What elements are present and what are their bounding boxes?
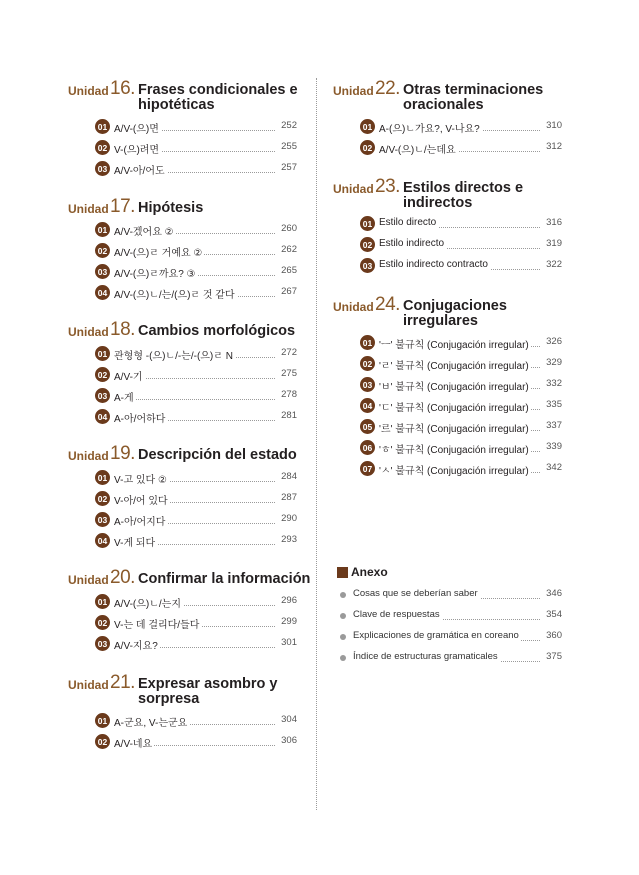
entry-title: A/V-(으)ㄹ까요? ③ [114, 265, 198, 280]
entry-page-number: 278 [275, 389, 297, 400]
entry-page-number: 306 [275, 735, 297, 746]
annex-entry-title: Índice de estructuras gramaticales [353, 651, 498, 662]
column-divider [316, 78, 317, 810]
entry-page-number: 329 [540, 357, 562, 368]
entry-page-number: 316 [540, 217, 562, 228]
entry-page-number: 310 [540, 120, 562, 131]
unit-label: Unidad [333, 84, 374, 98]
entry-number-badge: 01 [360, 119, 375, 134]
toc-entry[interactable] [360, 439, 562, 455]
entry-page-number: 296 [275, 595, 297, 606]
entry-title: A/V-(으)면 [114, 120, 161, 135]
entry-number-badge: 04 [95, 533, 110, 548]
toc-entry[interactable] [360, 460, 562, 476]
unit-label: Unidad [333, 182, 374, 196]
entry-number-badge: 02 [95, 491, 110, 506]
toc-entry[interactable] [360, 334, 562, 350]
unit-label: Unidad [68, 573, 109, 587]
entry-number-badge: 04 [95, 285, 110, 300]
entry-title: 'ㄷ' 불규칙 (Conjugación irregular) [379, 399, 531, 414]
entry-number-badge: 04 [95, 409, 110, 424]
entry-number-badge: 01 [95, 119, 110, 134]
entry-number-badge: 03 [95, 512, 110, 527]
unit-title: hipotéticas [138, 97, 215, 113]
entry-page-number: 275 [275, 368, 297, 379]
entry-page-number: 332 [540, 378, 562, 389]
entry-page-number: 319 [540, 238, 562, 249]
unit-title: Descripción del estado [138, 447, 297, 463]
entry-title: A-아/어지다 [114, 513, 167, 528]
unit-number: 18. [110, 319, 135, 340]
bullet-dot-icon [340, 655, 346, 661]
entry-title: Estilo directo [379, 217, 437, 228]
bullet-dot-icon [340, 634, 346, 640]
entry-page-number: 290 [275, 513, 297, 524]
annex-entry[interactable] [340, 609, 562, 623]
unit-title: sorpresa [138, 691, 200, 707]
entry-number-badge: 01 [95, 713, 110, 728]
entry-title: A/V-겠어요 ② [114, 223, 176, 238]
entry-page-number: 304 [275, 714, 297, 725]
unit-number: 23. [375, 176, 400, 197]
unit-label: Unidad [333, 300, 374, 314]
entry-number-badge: 01 [95, 222, 110, 237]
entry-number-badge: 02 [360, 356, 375, 371]
annex-entry[interactable] [340, 630, 562, 644]
annex-page-number: 354 [540, 609, 562, 620]
entry-page-number: 260 [275, 223, 297, 234]
unit-title: Expresar asombro y [138, 676, 278, 692]
entry-number-badge: 03 [95, 388, 110, 403]
entry-number-badge: 02 [95, 367, 110, 382]
entry-title: V-고 있다 ② [114, 471, 169, 486]
entry-number-badge: 01 [360, 216, 375, 231]
unit-label: Unidad [68, 678, 109, 692]
unit-title: Otras terminaciones [403, 82, 544, 98]
unit-number: 20. [110, 567, 135, 588]
entry-number-badge: 07 [360, 461, 375, 476]
bullet-dot-icon [340, 592, 346, 598]
toc-entry[interactable] [360, 215, 562, 231]
entry-title: 'ㅅ' 불규칙 (Conjugación irregular) [379, 462, 531, 477]
toc-entry[interactable] [360, 355, 562, 371]
entry-page-number: 287 [275, 492, 297, 503]
entry-page-number: 322 [540, 259, 562, 270]
unit-title: Conjugaciones [403, 298, 507, 314]
toc-entry[interactable] [360, 397, 562, 413]
entry-page-number: 293 [275, 534, 297, 545]
unit-title: Frases condicionales e [138, 82, 298, 98]
entry-number-badge: 02 [95, 615, 110, 630]
entry-number-badge: 05 [360, 419, 375, 434]
annex-entry[interactable] [340, 588, 562, 602]
entry-title: V-(으)려면 [114, 141, 161, 156]
unit-title: Estilos directos e [403, 180, 524, 196]
entry-title: 'ㅡ' 불규칙 (Conjugación irregular) [379, 336, 531, 351]
annex-entry-title: Clave de respuestas [353, 609, 440, 620]
unit-title: Cambios morfológicos [138, 323, 296, 339]
entry-title: A/V-(으)ㄴ/는데요 [379, 141, 458, 156]
unit-title: Confirmar la información [138, 571, 311, 587]
entry-number-badge: 03 [95, 161, 110, 176]
unit-number: 21. [110, 672, 135, 693]
unit-title: Hipótesis [138, 200, 204, 216]
unit-title: indirectos [403, 195, 473, 211]
unit-number: 19. [110, 443, 135, 464]
entry-page-number: 339 [540, 441, 562, 452]
entry-page-number: 267 [275, 286, 297, 297]
entry-page-number: 335 [540, 399, 562, 410]
entry-number-badge: 03 [95, 264, 110, 279]
entry-page-number: 262 [275, 244, 297, 255]
entry-title: A/V-(으)ㄴ/는/(으)ㄹ 것 같다 [114, 286, 237, 301]
unit-label: Unidad [68, 202, 109, 216]
entry-page-number: 265 [275, 265, 297, 276]
entry-number-badge: 06 [360, 440, 375, 455]
entry-title: Estilo indirecto contracto [379, 259, 488, 270]
entry-title: A/V-아/어도 [114, 162, 167, 177]
entry-number-badge: 02 [360, 237, 375, 252]
annex-page-number: 375 [540, 651, 562, 662]
entry-page-number: 281 [275, 410, 297, 421]
entry-title: A/V-(으)ㄹ 거예요 ② [114, 244, 204, 259]
entry-title: A/V-(으)ㄴ/는지 [114, 595, 183, 610]
entry-page-number: 255 [275, 141, 297, 152]
annex-entry-title: Cosas que se deberían saber [353, 588, 478, 599]
annex-page-number: 360 [540, 630, 562, 641]
annex-square-icon [337, 567, 348, 578]
entry-number-badge: 03 [360, 258, 375, 273]
entry-page-number: 312 [540, 141, 562, 152]
bullet-dot-icon [340, 613, 346, 619]
entry-title: 'ㅂ' 불규칙 (Conjugación irregular) [379, 378, 531, 393]
unit-number: 17. [110, 196, 135, 217]
toc-entry[interactable] [360, 139, 562, 155]
entry-title: A-군요, V-는군요 [114, 714, 189, 729]
entry-title: Estilo indirecto [379, 238, 445, 249]
entry-page-number: 272 [275, 347, 297, 358]
entry-number-badge: 01 [95, 594, 110, 609]
unit-label: Unidad [68, 84, 109, 98]
unit-title: oracionales [403, 97, 484, 113]
toc-entry[interactable] [360, 118, 562, 134]
entry-page-number: 284 [275, 471, 297, 482]
annex-title: Anexo [351, 565, 388, 579]
entry-number-badge: 02 [360, 140, 375, 155]
entry-page-number: 342 [540, 462, 562, 473]
entry-page-number: 252 [275, 120, 297, 131]
entry-title: 관형형 -(으)ㄴ/-는/-(으)ㄹ N [114, 347, 235, 362]
entry-title: V-아/어 있다 [114, 492, 170, 507]
unit-number: 22. [375, 78, 400, 99]
entry-page-number: 257 [275, 162, 297, 173]
entry-number-badge: 01 [95, 470, 110, 485]
entry-page-number: 326 [540, 336, 562, 347]
toc-entry[interactable] [360, 376, 562, 392]
entry-title: V-는 데 걸리다/들다 [114, 616, 201, 631]
entry-title: A-(으)ㄴ가요?, V-나요? [379, 120, 482, 135]
annex-page-number: 346 [540, 588, 562, 599]
entry-page-number: 301 [275, 637, 297, 648]
toc-entry[interactable] [360, 236, 562, 252]
unit-title: irregulares [403, 313, 478, 329]
unit-number: 16. [110, 78, 135, 99]
entry-title: A/V-기 [114, 368, 145, 383]
entry-title: 'ㄹ' 불규칙 (Conjugación irregular) [379, 357, 531, 372]
entry-title: A/V-네요 [114, 735, 154, 750]
unit-label: Unidad [68, 325, 109, 339]
entry-number-badge: 01 [95, 346, 110, 361]
entry-page-number: 337 [540, 420, 562, 431]
annex-entry[interactable] [340, 651, 562, 665]
entry-number-badge: 01 [360, 335, 375, 350]
unit-label: Unidad [68, 449, 109, 463]
toc-entry[interactable] [360, 257, 562, 273]
toc-entry[interactable] [360, 418, 562, 434]
entry-title: A-아/어하다 [114, 410, 167, 425]
entry-number-badge: 02 [95, 243, 110, 258]
entry-title: V-게 되다 [114, 534, 157, 549]
unit-number: 24. [375, 294, 400, 315]
entry-number-badge: 02 [95, 734, 110, 749]
entry-number-badge: 02 [95, 140, 110, 155]
entry-title: A-게 [114, 389, 136, 404]
entry-title: 'ㅎ' 불규칙 (Conjugación irregular) [379, 441, 531, 456]
annex-entry-title: Explicaciones de gramática en coreano [353, 630, 519, 641]
entry-number-badge: 03 [360, 377, 375, 392]
entry-page-number: 299 [275, 616, 297, 627]
entry-title: A/V-지요? [114, 637, 160, 652]
entry-number-badge: 04 [360, 398, 375, 413]
entry-number-badge: 03 [95, 636, 110, 651]
entry-title: '르' 불규칙 (Conjugación irregular) [379, 420, 531, 435]
